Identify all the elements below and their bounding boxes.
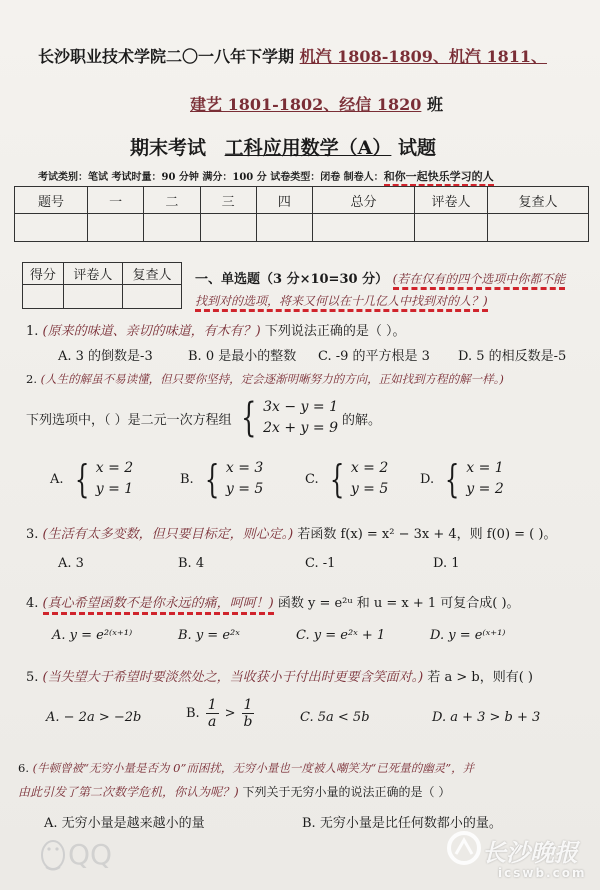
paper-maker: 和你一起快乐学习的人	[384, 170, 494, 187]
qq-watermark: QQ	[68, 838, 113, 871]
section1-title-text: 一、单选题（3 分×10=30 分）	[195, 272, 389, 287]
score-header-cell: 三	[200, 187, 256, 214]
greater-than: >	[224, 706, 236, 721]
fraction-numerator: 1	[207, 697, 217, 713]
q1-number: 1.	[26, 324, 39, 339]
qq-penguin-icon	[38, 836, 68, 872]
score-cell	[488, 214, 589, 242]
q3-hand-note: (生活有太多变数，但只要目标定，则心定。)	[42, 527, 294, 542]
q2-option-eq: y = 5	[350, 481, 389, 497]
q6-number: 6.	[18, 761, 29, 775]
q1-stem	[26, 320, 405, 339]
score-header-cell: 评卷人	[415, 187, 488, 214]
score-cell	[415, 214, 488, 242]
q4-hand-note: (真心希望函数不是你永远的痛，呵呵！)	[43, 596, 274, 615]
title-left: 期末考试	[130, 137, 207, 159]
q5-option-b	[186, 697, 254, 730]
class-list-2: 建艺 1801-1802、经信 1820	[190, 95, 422, 114]
q2-eq1: 3x − y = 1	[263, 399, 338, 415]
q4-option-c: C. y = e²ˣ + 1	[296, 628, 386, 643]
q6-stem-text: 下列关于无穷小量的说法正确的是（ ）	[242, 785, 451, 799]
q3-option-a: A. 3	[58, 556, 84, 571]
q4-number: 4.	[26, 596, 39, 611]
grader-cell	[23, 285, 64, 309]
exam-title	[130, 133, 436, 160]
score-header-cell: 题号	[15, 187, 88, 214]
school-term: 长沙职业技术学院二〇一八年下学期	[38, 47, 295, 66]
q2-stem	[26, 397, 381, 439]
q4-stem	[26, 592, 520, 611]
title-course: 工科应用数学（A）	[224, 137, 392, 159]
score-cell	[88, 214, 144, 242]
grader-header-cell: 复查人	[122, 263, 181, 285]
q5-option-d: D. a + 3 > b + 3	[432, 710, 541, 725]
q3-option-d: D. 1	[433, 556, 460, 571]
grader-header-cell: 得分	[23, 263, 64, 285]
q2-stem-a: 下列选项中，（ ）是二元一次方程组	[26, 412, 232, 428]
q2-option-d	[420, 458, 504, 500]
newspaper-logo-icon	[446, 830, 482, 866]
q3-option-c: C. -1	[305, 556, 336, 571]
q6-stem	[18, 783, 450, 800]
q2-option-system	[96, 458, 133, 500]
score-cell	[313, 214, 415, 242]
score-header-cell: 总分	[313, 187, 415, 214]
section1-title	[195, 268, 565, 287]
q1-option-c: C. -9 的平方根是 3	[318, 349, 430, 364]
q2-option-eq: x = 3	[225, 460, 264, 476]
fraction-numerator: 1	[243, 697, 253, 713]
header-line1	[38, 44, 547, 67]
q2-hand-note: (人生的解虽不易读懂，但只要你坚持，定会逐渐明晰努力的方向，正如找到方程的解一样。)	[40, 372, 504, 386]
q5-stem	[26, 666, 533, 685]
grader-cell	[122, 285, 181, 309]
q2-option-system	[351, 458, 388, 500]
newspaper-watermark: 长沙晚报	[482, 838, 578, 867]
q2-system	[263, 397, 338, 439]
q5-option-b-label: B.	[186, 706, 200, 721]
q2-option-c	[305, 458, 388, 500]
class-list-1: 机汽 1808-1809、机汽 1811、	[299, 47, 547, 66]
section1-note-2: 找到对的选项，将来又何以在十几亿人中找到对的人？)	[195, 294, 488, 312]
score-cell	[144, 214, 200, 242]
q3-stem	[26, 523, 556, 542]
q2-eq2: 2x + y = 9	[263, 420, 338, 436]
q2-option-eq: x = 1	[466, 460, 504, 476]
q2-option-label: B.	[180, 471, 194, 487]
q2-option-label: D.	[420, 471, 435, 487]
q6-option-b: B. 无穷小量是比任何数都小的量。	[302, 816, 502, 831]
q2-option-label: A.	[50, 471, 64, 487]
fraction-denominator: b	[243, 714, 253, 730]
score-table	[14, 186, 589, 242]
q5-number: 5.	[26, 670, 39, 685]
q2-option-b	[180, 458, 263, 500]
q4-option-d: D. y = e⁽ˣ⁺¹⁾	[430, 628, 506, 643]
brace-glyph: {	[204, 457, 220, 501]
score-header-cell: 一	[88, 187, 144, 214]
fraction	[242, 697, 255, 730]
q2-option-eq: x = 2	[95, 460, 134, 476]
q1-hand-note: (原来的味道、亲切的味道，有木有？)	[42, 324, 261, 339]
fraction	[206, 697, 219, 730]
q6-option-a: A. 无穷小量是越来越小的量	[44, 816, 205, 831]
q3-option-b: B. 4	[178, 556, 205, 571]
q1-option-d: D. 5 的相反数是-5	[458, 349, 567, 364]
title-right: 试题	[398, 137, 437, 159]
brace-glyph: {	[74, 457, 89, 501]
section1-note-line2	[195, 292, 488, 309]
score-header-cell: 二	[144, 187, 200, 214]
q3-stem-text: 若函数 f(x) = x² − 3x + 4，则 f(0) = ( )。	[297, 527, 557, 542]
q6-hand-note-1: (牛顿曾被“无穷小量是否为 0”而困扰，无穷小量也一度被人嘲笑为“已死量的幽灵”，并	[32, 761, 475, 775]
brace-glyph: {	[444, 457, 460, 501]
q2-option-eq: y = 5	[225, 481, 264, 497]
score-header-cell: 复查人	[488, 187, 589, 214]
fraction-denominator: a	[207, 714, 217, 730]
score-cell	[200, 214, 256, 242]
q4-option-b: B. y = e²ˣ	[178, 628, 240, 643]
brace-glyph: {	[329, 457, 344, 501]
q6-hand-note-2: 由此引发了第二次数学危机，你认为呢？)	[18, 785, 239, 799]
class-suffix: 班	[426, 95, 443, 114]
q5-hand-note: (当失望大于希望时要淡然处之，当收获小于付出时更要含笑面对。)	[42, 670, 424, 685]
score-cell	[15, 214, 88, 242]
q2-intro	[26, 371, 504, 387]
q2-option-a	[50, 458, 133, 500]
exam-info	[38, 168, 494, 184]
q2-stem-b: 的解。	[341, 412, 381, 428]
q1-stem-text: 下列说法正确的是（ ）。	[264, 324, 406, 339]
q2-option-label: C.	[305, 471, 319, 487]
exam-info-text: 考试类别：笔试 考试时量：90 分钟 满分：100 分 试卷类型：闭卷 制卷人：	[38, 172, 384, 183]
q6-intro	[18, 760, 474, 776]
q2-option-system	[466, 458, 503, 500]
q5-option-c: C. 5a < 5b	[300, 710, 370, 725]
q1-option-a: A. 3 的倒数是-3	[58, 349, 153, 364]
grader-cell	[63, 285, 122, 309]
score-cell	[256, 214, 312, 242]
site-url-watermark: icswb.com	[498, 866, 587, 880]
brace-glyph: {	[240, 395, 257, 441]
score-header-cell: 四	[256, 187, 312, 214]
q1-option-b: B. 0 是最小的整数	[188, 349, 297, 364]
q2-option-eq: y = 1	[95, 481, 134, 497]
q4-stem-text: 函数 y = e²ᵘ 和 u = x + 1 可复合成( )。	[277, 596, 520, 611]
grader-header-cell: 评卷人	[63, 263, 122, 285]
q5-stem-text: 若 a > b，则有( )	[427, 670, 533, 685]
q2-option-system	[226, 458, 263, 500]
section1-note-1: (若在仅有的四个选项中你都不能	[393, 272, 566, 290]
q2-option-eq: y = 2	[466, 481, 504, 497]
q3-number: 3.	[26, 527, 39, 542]
q4-option-a: A. y = e²⁽ˣ⁺¹⁾	[52, 628, 133, 643]
header-line2	[190, 92, 443, 115]
q2-number: 2.	[26, 372, 37, 386]
grader-box	[22, 262, 182, 309]
q2-option-eq: x = 2	[350, 460, 389, 476]
q5-option-a: A. − 2a > −2b	[46, 710, 142, 725]
